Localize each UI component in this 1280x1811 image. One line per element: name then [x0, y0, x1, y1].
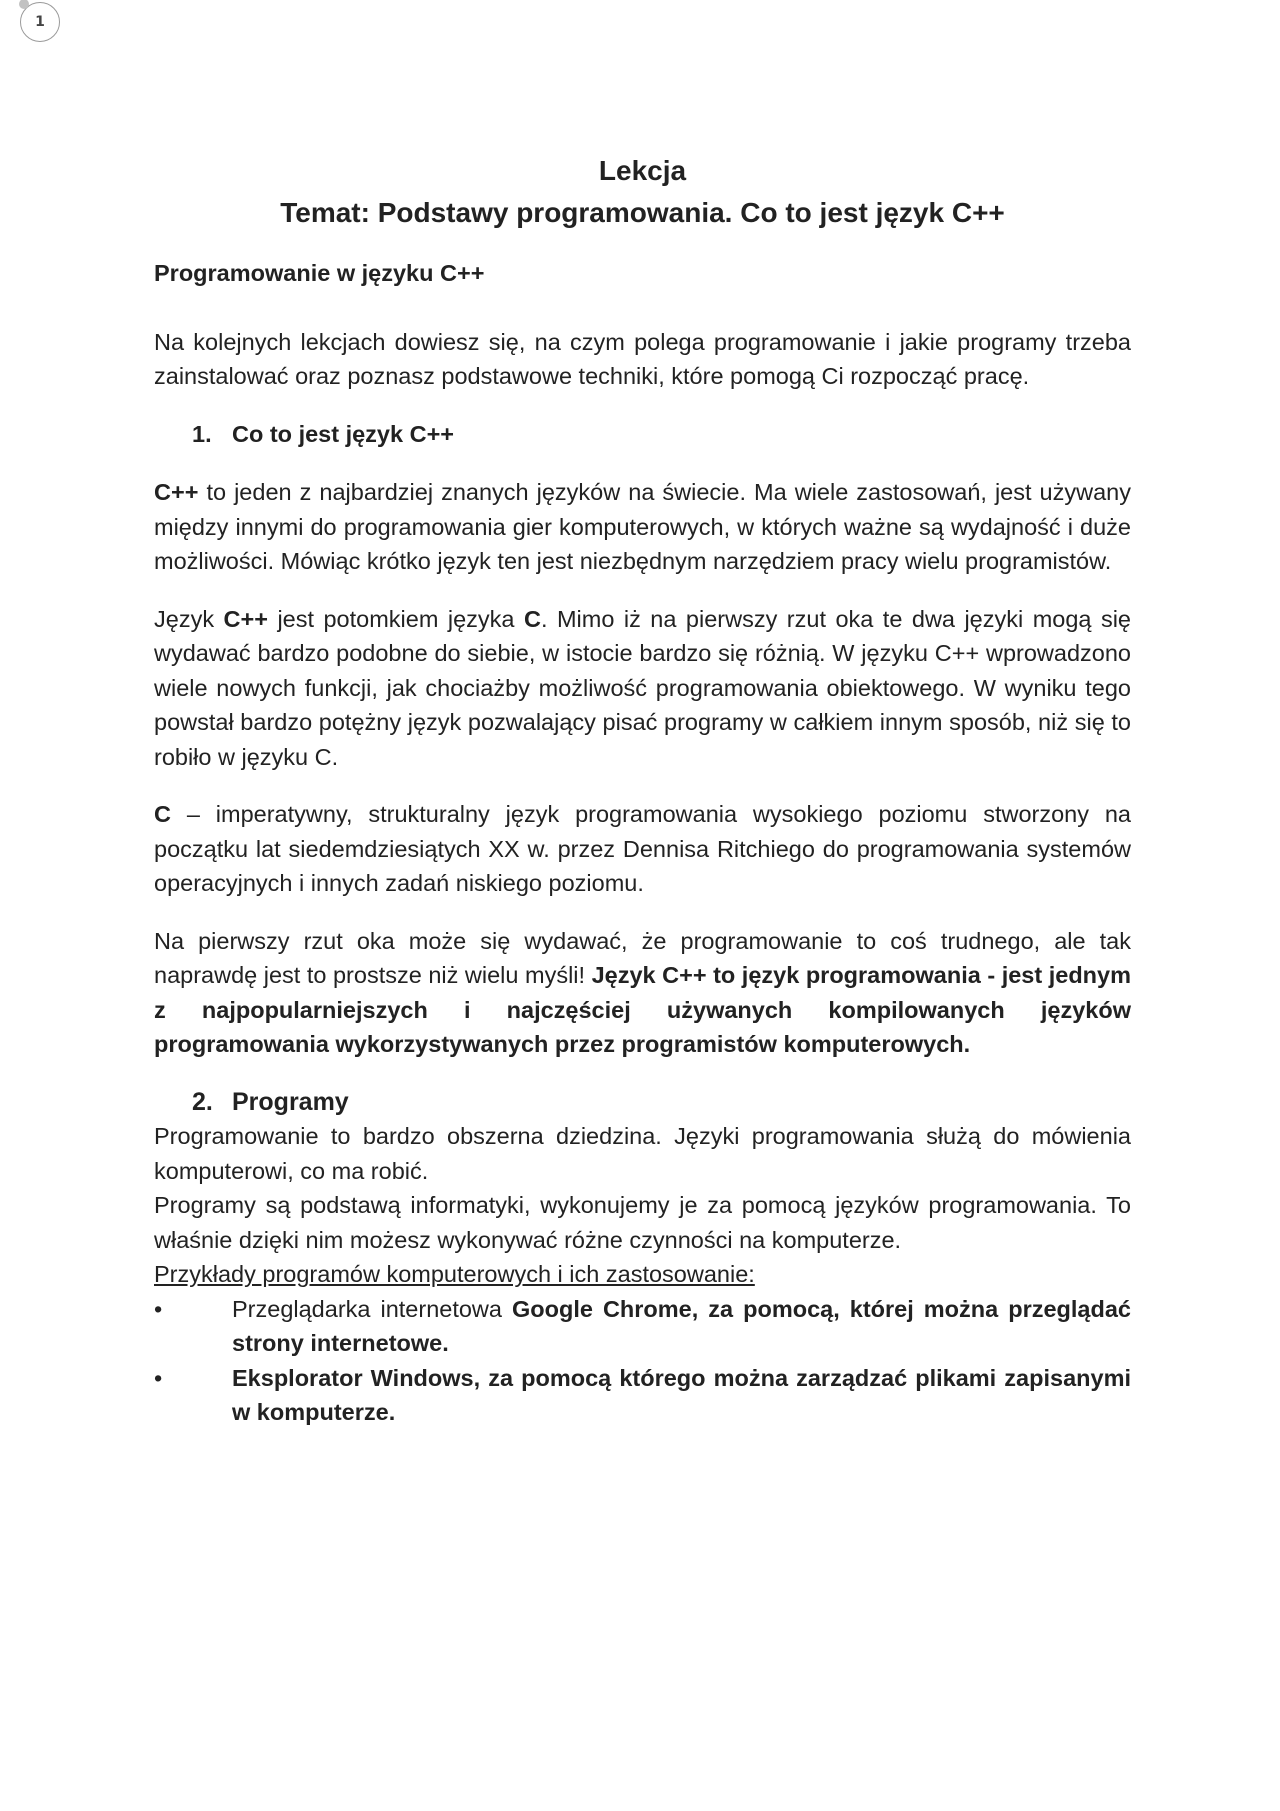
cpp-bold: C++ — [223, 605, 268, 632]
section-2-number: 2. — [192, 1087, 213, 1116]
para-text: Na pierwszy rzut oka może się wydawać, że programowanie to coś trudnego, ale tak naprawdę jest to prostsze niż wielu myśli! — [154, 927, 1131, 988]
section-2-paragraph-2: Programy są podstawą informatyki, wykonujemy je za pomocą języków programowania. To właśnie dzięki nim możesz wykonywać różne czynności na komputerze. — [154, 1192, 1131, 1253]
intro-paragraph: Na kolejnych lekcjach dowiesz się, na czym polega programowanie i jakie programy trzeba zainstalować oraz poznasz podstawowe techniki, które pomogą Ci rozpocząć pracę. — [154, 328, 1131, 389]
section-2-heading — [154, 1085, 1131, 1120]
section-heading: Programowanie w języku C++ — [154, 260, 485, 286]
section-1-heading — [154, 417, 1131, 452]
para-text: to jeden z najbardziej znanych języków na świecie. Ma wiele zastosowań, jest używany między innymi do programowania gier komputerowych, w których ważne są wydajność i duże możliwości. Mówiąc krótko język ten jest niezbędnym narzędziem pracy wielu programistów. — [154, 479, 1131, 574]
para-text: – imperatywny, strukturalny język programowania wysokiego poziomu stworzony na początku lat siedemdziesiątych XX w. przez Dennisa Ritchiego do programowania systemów operacyjnych i innych zadań niskiego poziomu. — [154, 801, 1131, 896]
list-item-text — [232, 1292, 1131, 1361]
section-1-paragraph-2 — [154, 602, 1131, 775]
section-1-title: Co to jest język C++ — [232, 420, 455, 447]
section-1-number: 1. — [192, 420, 212, 447]
list-item-text — [232, 1361, 1131, 1430]
para-text: . Mimo iż na pierwszy rzut oka te dwa języki mogą się wydawać bardzo podobne do siebie, w istocie bardzo się różnią. W języku C++ wprowadzono wiele nowych funkcji, jak chociażby możliwość programowania obiektowego. W wyniku tego powstał bardzo potężny język pozwalający pisać programy w całkiem innym sposób, niż się to robiło w języku C. — [154, 605, 1131, 770]
c-bold: C — [154, 801, 171, 827]
para-bold-text: Eksplorator Windows, za pomocą którego można zarządzać plikami zapisanymi w komputerze. — [232, 1364, 1131, 1425]
examples-heading: Przykłady programów komputerowych i ich zastosowanie: — [154, 1261, 755, 1287]
para-text: Przeglądarka internetowa — [232, 1295, 512, 1322]
lesson-title: Lekcja — [598, 155, 687, 186]
lesson-topic: Temat: Podstawy programowania. Co to jest język C++ — [280, 197, 1005, 228]
para-bold-text: Google Chrome, za pomocą, której można przeglądać strony internetowe. — [232, 1295, 1131, 1356]
list-item — [154, 1361, 1131, 1430]
para-text: jest potomkiem języka — [267, 605, 524, 632]
list-item — [154, 1292, 1131, 1361]
page-number: 1 — [35, 14, 45, 30]
section-1-paragraph-1 — [154, 475, 1131, 579]
bullet-icon: • — [154, 1364, 163, 1391]
para-bold-text: Język C++ to język programowania - jest jednym z najpopularniejszych i najczęściej używanych kompilowanych języków programowania wykorzystywanych przez programistów komputerowych. — [154, 962, 1131, 1057]
section-2-paragraph-1: Programowanie to bardzo obszerna dziedzina. Języki programowania służą do mówienia komputerowi, co ma robić. — [154, 1123, 1131, 1184]
section-1-paragraph-4 — [154, 924, 1131, 1062]
c-bold: C — [523, 605, 541, 632]
section-2-title: Programy — [232, 1087, 349, 1116]
cpp-bold: C++ — [154, 479, 199, 505]
bullet-icon: • — [154, 1295, 163, 1322]
para-text: Język — [154, 605, 224, 632]
document-body — [154, 150, 1131, 1430]
section-1-paragraph-3 — [154, 797, 1131, 901]
